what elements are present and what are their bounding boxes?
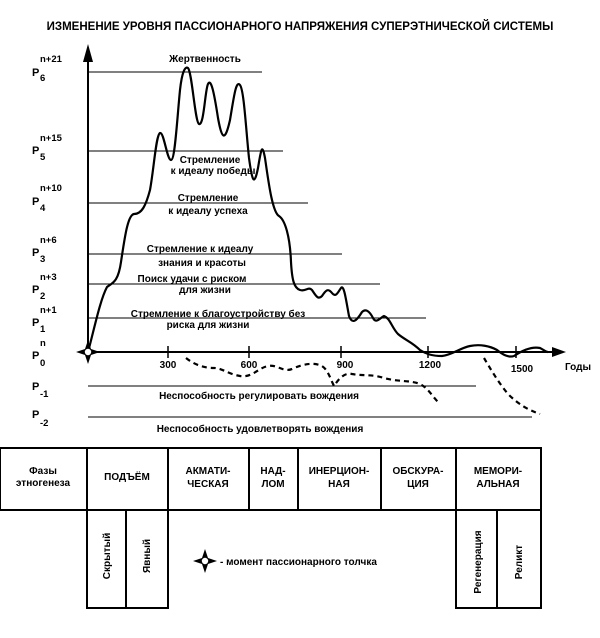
level-sup-p1: n+1: [40, 305, 57, 316]
phase-inercia-line1: ИНЕРЦИОН-: [308, 466, 370, 477]
label-p5-line1: Стремление: [179, 155, 241, 166]
podjem-sub-frame: [87, 510, 168, 608]
level-p-pm2: P: [32, 409, 40, 421]
diagram-title: ИЗМЕНЕНИЕ УРОВНЯ ПАССИОНАРНОГО НАПРЯЖЕНИЯ СУПЕРЭТНИЧЕСКОЙ СИСТЕМЫ: [46, 21, 554, 33]
level-sup-p6: n+21: [40, 54, 62, 65]
phase-akmatika-line2: ЧЕСКАЯ: [187, 479, 229, 490]
level-sub-p1: 1: [40, 324, 46, 335]
legend-push-marker-icon: [193, 549, 217, 573]
label-p1-line1: Стремление к благоустройству без: [130, 309, 306, 320]
level-sup-p2: n+3: [40, 272, 57, 283]
level-p-p0: P: [32, 350, 40, 362]
label-p2-line2: для жизни: [179, 285, 231, 296]
phase-nadlom-line1: НАД-: [260, 466, 286, 477]
level-p-p1: P: [32, 317, 40, 329]
phase-obskuracia-line2: ЦИЯ: [407, 479, 429, 490]
level-p-p6: P: [32, 67, 40, 79]
level-sup-p3: n+6: [40, 235, 57, 246]
subphase-regeneration: Регенерация: [473, 530, 484, 594]
level-sub-pm1: -1: [40, 389, 49, 400]
legend-text: - момент пассионарного толчка: [220, 557, 377, 568]
phase-obskuracia-line1: ОБСКУРА-: [392, 466, 444, 477]
level-sub-p3: 3: [40, 254, 46, 265]
label-p4-line1: Стремление: [177, 193, 239, 204]
passionary-push-marker: [76, 340, 100, 364]
level-p-pm1: P: [32, 381, 40, 393]
tick-label-900: 900: [336, 360, 354, 371]
level-sub-p2: 2: [40, 291, 46, 302]
tick-label-600: 600: [240, 360, 258, 371]
phase-header-line1: Фазы: [29, 466, 57, 477]
legend: [193, 549, 377, 573]
phase-memorial-line2: АЛЬНАЯ: [476, 479, 520, 490]
level-sub-pm2: -2: [40, 418, 49, 429]
level-p-p3: P: [32, 247, 40, 259]
phase-inercia-line2: НАЯ: [328, 479, 350, 490]
subphase-hidden: Скрытый: [102, 532, 113, 580]
label-p1-line2: риска для жизни: [166, 320, 250, 331]
label-p2-line1: Поиск удачи с риском: [137, 274, 247, 285]
level-text-labels: [131, 54, 364, 435]
tick-label-1200: 1200: [418, 360, 442, 371]
x-tick-labels: [160, 360, 591, 375]
phase-akmatika-line1: АКМАТИ-: [185, 466, 231, 477]
label-p6: Жертвенность: [169, 54, 241, 65]
level-sub-p6: 6: [40, 73, 46, 84]
level-sub-p5: 5: [40, 152, 46, 163]
level-sup-p5: n+15: [40, 133, 62, 144]
level-p-p2: P: [32, 284, 40, 296]
tick-label-300: 300: [159, 360, 177, 371]
phase-labels: [16, 466, 525, 594]
phase-podjem: ПОДЪЁМ: [104, 472, 150, 483]
label-p3-line2: знания и красоты: [158, 258, 246, 269]
phase-header-line2: этногенеза: [15, 478, 71, 489]
level-sub-p4: 4: [40, 203, 46, 214]
label-p3-line1: Стремление к идеалу: [146, 244, 254, 255]
x-axis-arrow: [552, 347, 566, 357]
level-sup-p0: n: [40, 338, 46, 349]
label-p5-line2: к идеалу победы: [170, 166, 256, 177]
memorial-sub-frame: [456, 510, 541, 608]
y-level-labels: [32, 54, 63, 429]
label-pm1: Неспособность регулировать вождения: [159, 391, 359, 402]
level-p-p4: P: [32, 196, 40, 208]
y-axis-arrow: [83, 44, 93, 62]
subphase-relict: Реликт: [514, 544, 525, 580]
subphase-explicit: Явный: [142, 538, 153, 574]
level-sup-p4: n+10: [40, 183, 62, 194]
label-p4-line2: к идеалу успеха: [168, 206, 248, 217]
level-sub-p0: 0: [40, 358, 46, 369]
x-axis-label: Годы: [565, 362, 592, 373]
tick-label-1500: 1500: [510, 364, 534, 375]
level-p-p5: P: [32, 145, 40, 157]
phase-nadlom-line2: ЛОМ: [261, 479, 285, 490]
label-pm2: Неспособность удовлетворять вождения: [156, 424, 364, 435]
phase-memorial-line1: МЕМОРИ-: [473, 466, 523, 477]
